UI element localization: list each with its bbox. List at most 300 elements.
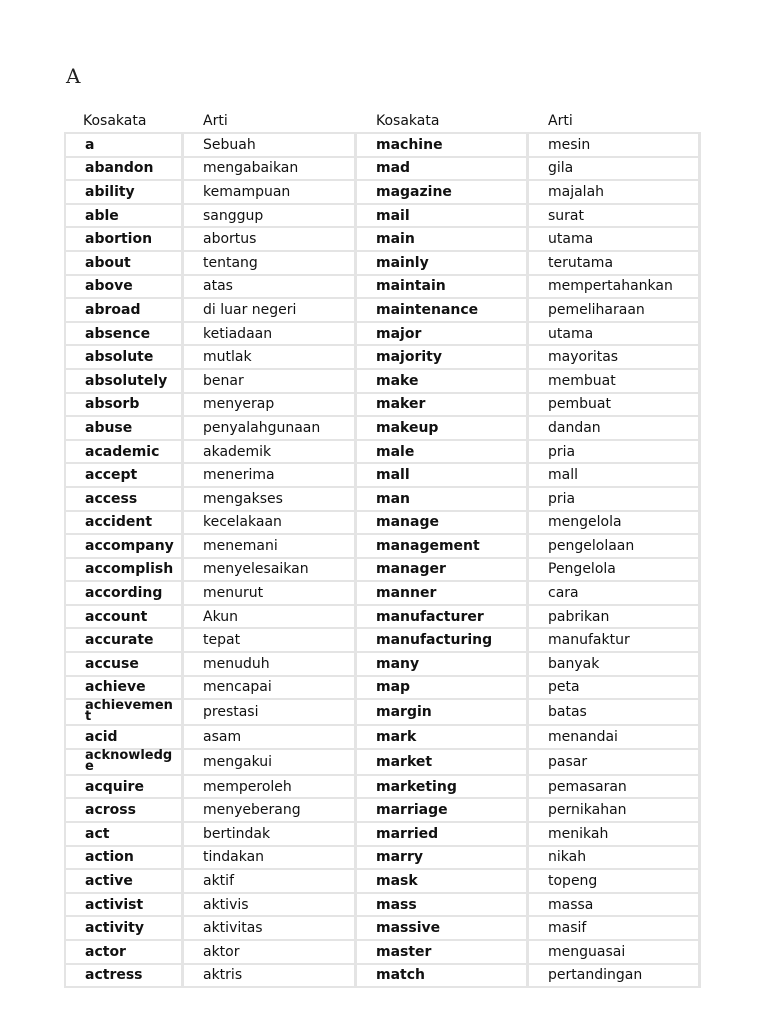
meaning-cell-text: surat <box>548 207 584 224</box>
table-row <box>64 799 701 823</box>
meaning-cell-text: manufaktur <box>548 632 630 649</box>
table-row <box>64 512 701 536</box>
table-row <box>64 653 701 677</box>
table-row <box>64 252 701 276</box>
meaning-cell <box>184 181 357 205</box>
meaning-cell <box>184 894 357 918</box>
meaning-cell-text: Pengelola <box>548 561 616 578</box>
meaning-cell <box>184 464 357 488</box>
word-cell <box>357 726 529 750</box>
word-cell-text: accuse <box>85 655 139 672</box>
word-cell <box>357 582 529 606</box>
meaning-cell <box>529 394 701 418</box>
word-cell-text: accompany <box>85 537 174 554</box>
meaning-cell-text: menuduh <box>203 655 270 672</box>
table-row <box>64 582 701 606</box>
word-cell <box>357 823 529 847</box>
table-row <box>64 370 701 394</box>
word-cell-text: makeup <box>376 419 439 436</box>
table-row <box>64 464 701 488</box>
word-cell <box>64 535 184 559</box>
word-cell <box>64 394 184 418</box>
table-row <box>64 870 701 894</box>
word-cell-text: achieve <box>85 679 146 696</box>
meaning-cell-text: terutama <box>548 254 614 271</box>
meaning-cell-text: pengelolaan <box>548 537 635 554</box>
word-cell <box>357 776 529 800</box>
meaning-cell <box>529 941 701 965</box>
meaning-cell-text: menyerap <box>203 396 275 413</box>
word-cell-text: acid <box>85 729 118 746</box>
word-cell-text: abuse <box>85 419 133 436</box>
table-row <box>64 323 701 347</box>
word-cell-text: mail <box>376 207 410 224</box>
meaning-cell <box>529 799 701 823</box>
word-cell <box>64 747 184 776</box>
meaning-cell-text: mengabaikan <box>203 160 299 177</box>
meaning-cell-text: membuat <box>548 372 616 389</box>
meaning-cell-text: aktor <box>203 943 240 960</box>
meaning-cell <box>184 799 357 823</box>
word-cell <box>357 417 529 441</box>
table-row <box>64 965 701 989</box>
meaning-cell-text: pria <box>548 443 576 460</box>
meaning-cell <box>529 750 701 776</box>
word-cell-text: maintain <box>376 278 446 295</box>
word-cell-text: active <box>85 873 133 890</box>
word-cell <box>64 799 184 823</box>
table-row <box>64 276 701 300</box>
word-cell <box>357 441 529 465</box>
word-cell-text: accept <box>85 467 138 484</box>
meaning-cell <box>184 535 357 559</box>
word-cell <box>357 346 529 370</box>
table-row <box>64 205 701 229</box>
table-row <box>64 417 701 441</box>
meaning-cell-text: tepat <box>203 632 241 649</box>
table-row <box>64 181 701 205</box>
word-cell <box>64 894 184 918</box>
meaning-cell-text: aktivis <box>203 896 249 913</box>
word-cell <box>64 965 184 989</box>
word-cell-text: manufacturer <box>376 608 484 625</box>
table-row <box>64 535 701 559</box>
word-cell-text: account <box>85 608 148 625</box>
word-cell-text: mad <box>376 160 411 177</box>
word-cell <box>64 464 184 488</box>
meaning-cell <box>184 252 357 276</box>
meaning-cell <box>529 299 701 323</box>
word-cell-text: act <box>85 825 110 842</box>
word-cell-text: accident <box>85 514 153 531</box>
word-cell-text: mark <box>376 729 417 746</box>
word-cell-text: abroad <box>85 301 141 318</box>
vocabulary-table <box>64 110 701 988</box>
meaning-cell-text: menguasai <box>548 943 626 960</box>
meaning-cell <box>184 582 357 606</box>
word-cell <box>64 276 184 300</box>
word-cell <box>357 894 529 918</box>
word-cell <box>64 582 184 606</box>
word-cell <box>64 252 184 276</box>
word-cell <box>357 252 529 276</box>
word-cell <box>357 965 529 989</box>
word-cell <box>64 700 184 726</box>
word-cell <box>64 606 184 630</box>
meaning-cell-text: pabrikan <box>548 608 610 625</box>
table-row <box>64 823 701 847</box>
table-row <box>64 750 701 776</box>
meaning-cell <box>529 606 701 630</box>
meaning-cell-text: gila <box>548 160 574 177</box>
meaning-cell <box>184 417 357 441</box>
meaning-cell-text: mall <box>548 467 578 484</box>
word-cell <box>64 417 184 441</box>
meaning-cell <box>529 228 701 252</box>
word-cell-text: across <box>85 802 136 819</box>
word-cell-text: majority <box>376 349 442 366</box>
table-row <box>64 158 701 182</box>
meaning-cell <box>529 870 701 894</box>
word-cell-text: mainly <box>376 254 429 271</box>
meaning-cell-text: akademik <box>203 443 272 460</box>
meaning-cell <box>184 941 357 965</box>
meaning-cell-text: menyelesaikan <box>203 561 309 578</box>
meaning-cell <box>529 181 701 205</box>
word-cell <box>64 228 184 252</box>
meaning-cell <box>529 323 701 347</box>
word-cell-text: action <box>85 849 134 866</box>
meaning-cell-text: kemampuan <box>203 183 291 200</box>
word-cell <box>357 228 529 252</box>
word-cell-text: main <box>376 231 415 248</box>
header-kosakata: Kosakata <box>376 113 440 129</box>
word-cell-text: manage <box>376 514 439 531</box>
meaning-cell <box>184 847 357 871</box>
word-cell-text: access <box>85 490 138 507</box>
word-cell <box>357 700 529 726</box>
word-cell-text: manager <box>376 561 446 578</box>
table-row <box>64 441 701 465</box>
meaning-cell <box>529 370 701 394</box>
word-cell <box>64 559 184 583</box>
meaning-cell <box>529 726 701 750</box>
word-cell <box>64 323 184 347</box>
meaning-cell-text: mengelola <box>548 514 622 531</box>
meaning-cell-text: menikah <box>548 825 609 842</box>
word-cell-text: actor <box>85 943 126 960</box>
word-cell-text: maintenance <box>376 301 479 318</box>
meaning-cell-text: pemeliharaan <box>548 301 645 318</box>
meaning-cell <box>529 132 701 158</box>
meaning-cell-text: penyalahgunaan <box>203 419 321 436</box>
meaning-cell-text: mayoritas <box>548 349 619 366</box>
meaning-cell <box>184 870 357 894</box>
meaning-cell <box>184 132 357 158</box>
word-cell <box>64 629 184 653</box>
table-row <box>64 606 701 630</box>
meaning-cell-text: majalah <box>548 183 605 200</box>
meaning-cell <box>184 629 357 653</box>
word-cell-text: mask <box>376 873 418 890</box>
meaning-cell-text: asam <box>203 729 242 746</box>
word-cell <box>357 870 529 894</box>
word-cell <box>64 441 184 465</box>
word-cell <box>64 488 184 512</box>
table-row <box>64 700 701 726</box>
meaning-cell <box>529 512 701 536</box>
meaning-cell-text: menyeberang <box>203 802 301 819</box>
word-cell-text: able <box>85 207 119 224</box>
word-cell-text: machine <box>376 136 443 153</box>
word-cell <box>357 629 529 653</box>
meaning-cell-text: masif <box>548 920 587 937</box>
word-cell-text: above <box>85 278 133 295</box>
word-cell-text: according <box>85 585 163 602</box>
meaning-cell <box>184 653 357 677</box>
word-cell <box>64 346 184 370</box>
meaning-cell <box>529 776 701 800</box>
table-row <box>64 776 701 800</box>
word-cell-text: maker <box>376 396 426 413</box>
meaning-cell <box>529 535 701 559</box>
word-cell-text: marriage <box>376 802 448 819</box>
meaning-cell <box>529 582 701 606</box>
word-cell-text: abandon <box>85 160 154 177</box>
meaning-cell-text: atas <box>203 278 233 295</box>
word-cell <box>64 158 184 182</box>
meaning-cell-text: pertandingan <box>548 967 643 984</box>
word-cell <box>357 653 529 677</box>
word-cell-text: ability <box>85 183 135 200</box>
word-cell-text: academic <box>85 443 160 460</box>
table-row <box>64 299 701 323</box>
meaning-cell <box>184 441 357 465</box>
meaning-cell-text: benar <box>203 372 244 389</box>
meaning-cell-text: pembuat <box>548 396 611 413</box>
meaning-cell-text: menerima <box>203 467 275 484</box>
meaning-cell <box>184 677 357 701</box>
meaning-cell <box>184 205 357 229</box>
word-cell-text: married <box>376 825 439 842</box>
word-cell <box>64 512 184 536</box>
meaning-cell <box>529 488 701 512</box>
meaning-cell <box>529 205 701 229</box>
word-cell <box>64 205 184 229</box>
word-cell-text: master <box>376 943 432 960</box>
word-cell <box>357 158 529 182</box>
meaning-cell-text: mesin <box>548 136 591 153</box>
meaning-cell-text: mutlak <box>203 349 252 366</box>
meaning-cell <box>529 894 701 918</box>
header-kosakata: Kosakata <box>83 113 147 129</box>
table-row <box>64 346 701 370</box>
word-cell <box>357 941 529 965</box>
meaning-cell-text: menemani <box>203 537 278 554</box>
meaning-cell-text: di luar negeri <box>203 301 297 318</box>
meaning-cell <box>529 276 701 300</box>
header-arti: Arti <box>203 113 228 129</box>
word-cell <box>357 559 529 583</box>
meaning-cell <box>529 158 701 182</box>
meaning-cell <box>184 726 357 750</box>
meaning-cell-text: banyak <box>548 655 600 672</box>
meaning-cell-text: menandai <box>548 729 618 746</box>
meaning-cell <box>529 847 701 871</box>
word-cell-text: manner <box>376 585 437 602</box>
word-cell <box>64 653 184 677</box>
word-cell-text: male <box>376 443 415 460</box>
word-cell <box>64 941 184 965</box>
meaning-cell <box>184 158 357 182</box>
word-cell <box>64 917 184 941</box>
word-cell-text: map <box>376 679 411 696</box>
table-row <box>64 132 701 158</box>
word-cell-text: accurate <box>85 632 154 649</box>
meaning-cell <box>529 441 701 465</box>
meaning-cell-text: tentang <box>203 254 258 271</box>
word-cell-text: many <box>376 655 420 672</box>
word-cell <box>357 847 529 871</box>
meaning-cell-text: mempertahankan <box>548 278 673 295</box>
word-cell-text: absolutely <box>85 372 168 389</box>
word-cell <box>357 181 529 205</box>
meaning-cell <box>529 677 701 701</box>
word-cell-text: make <box>376 372 419 389</box>
table-row <box>64 559 701 583</box>
table-row <box>64 394 701 418</box>
meaning-cell-text: pernikahan <box>548 802 627 819</box>
meaning-cell <box>529 346 701 370</box>
meaning-cell-text: peta <box>548 679 580 696</box>
meaning-cell <box>184 346 357 370</box>
meaning-cell <box>184 700 357 726</box>
meaning-cell <box>184 512 357 536</box>
meaning-cell-text: aktivitas <box>203 920 263 937</box>
section-heading: A <box>66 64 81 88</box>
word-cell <box>357 917 529 941</box>
word-cell-text: mall <box>376 467 410 484</box>
word-cell-text: absorb <box>85 396 140 413</box>
meaning-cell <box>529 823 701 847</box>
word-cell <box>64 370 184 394</box>
meaning-cell-text: menurut <box>203 585 264 602</box>
table-row <box>64 941 701 965</box>
meaning-cell-text: mengakui <box>203 753 273 770</box>
meaning-cell <box>529 917 701 941</box>
word-cell <box>357 394 529 418</box>
meaning-cell-text: ketiadaan <box>203 325 273 342</box>
meaning-cell-text: aktris <box>203 967 243 984</box>
word-cell-text: activist <box>85 896 144 913</box>
meaning-cell-text: prestasi <box>203 704 259 721</box>
word-cell-text: man <box>376 490 411 507</box>
meaning-cell <box>184 606 357 630</box>
word-cell <box>357 488 529 512</box>
meaning-cell-text: utama <box>548 231 594 248</box>
meaning-cell <box>184 299 357 323</box>
word-cell <box>357 512 529 536</box>
word-cell <box>357 535 529 559</box>
table-row <box>64 847 701 871</box>
word-cell <box>64 870 184 894</box>
word-cell <box>64 677 184 701</box>
meaning-cell <box>529 629 701 653</box>
meaning-cell-text: Akun <box>203 608 238 625</box>
word-cell <box>357 750 529 776</box>
meaning-cell-text: pemasaran <box>548 778 627 795</box>
meaning-cell <box>184 917 357 941</box>
meaning-cell <box>529 965 701 989</box>
word-cell <box>357 464 529 488</box>
meaning-cell <box>184 488 357 512</box>
meaning-cell-text: kecelakaan <box>203 514 282 531</box>
word-cell <box>357 677 529 701</box>
word-cell-text: match <box>376 967 425 984</box>
meaning-cell-text: abortus <box>203 231 257 248</box>
word-cell-text: accomplish <box>85 561 174 578</box>
word-cell-text: acknowledge <box>85 747 173 774</box>
word-cell-text: absence <box>85 325 151 342</box>
meaning-cell-text: pasar <box>548 753 588 770</box>
table-row <box>64 488 701 512</box>
meaning-cell <box>184 370 357 394</box>
meaning-cell-text: mengakses <box>203 490 283 507</box>
meaning-cell-text: batas <box>548 704 587 721</box>
meaning-cell-text: nikah <box>548 849 587 866</box>
meaning-cell-text: dandan <box>548 419 601 436</box>
word-cell <box>64 132 184 158</box>
table-row <box>64 726 701 750</box>
word-cell <box>64 299 184 323</box>
word-cell <box>64 726 184 750</box>
word-cell <box>64 776 184 800</box>
meaning-cell-text: massa <box>548 896 594 913</box>
meaning-cell-text: topeng <box>548 873 598 890</box>
word-cell-text: actress <box>85 967 143 984</box>
meaning-cell <box>529 559 701 583</box>
meaning-cell <box>529 252 701 276</box>
meaning-cell-text: sanggup <box>203 207 264 224</box>
word-cell <box>357 799 529 823</box>
meaning-cell-text: memperoleh <box>203 778 292 795</box>
word-cell-text: a <box>85 136 95 153</box>
word-cell-text: major <box>376 325 422 342</box>
meaning-cell <box>184 750 357 776</box>
word-cell <box>357 299 529 323</box>
word-cell <box>64 181 184 205</box>
meaning-cell <box>184 776 357 800</box>
word-cell <box>357 370 529 394</box>
meaning-cell <box>184 965 357 989</box>
meaning-cell <box>184 394 357 418</box>
word-cell-text: massive <box>376 920 441 937</box>
header-arti: Arti <box>548 113 573 129</box>
meaning-cell-text: mencapai <box>203 679 272 696</box>
word-cell <box>357 132 529 158</box>
meaning-cell <box>529 700 701 726</box>
meaning-cell-text: Sebuah <box>203 136 256 153</box>
word-cell-text: margin <box>376 704 432 721</box>
word-cell-text: mass <box>376 896 417 913</box>
word-cell-text: magazine <box>376 183 452 200</box>
meaning-cell <box>184 823 357 847</box>
meaning-cell <box>184 559 357 583</box>
meaning-cell-text: utama <box>548 325 594 342</box>
word-cell-text: marry <box>376 849 423 866</box>
word-cell <box>64 847 184 871</box>
word-cell-text: about <box>85 254 131 271</box>
